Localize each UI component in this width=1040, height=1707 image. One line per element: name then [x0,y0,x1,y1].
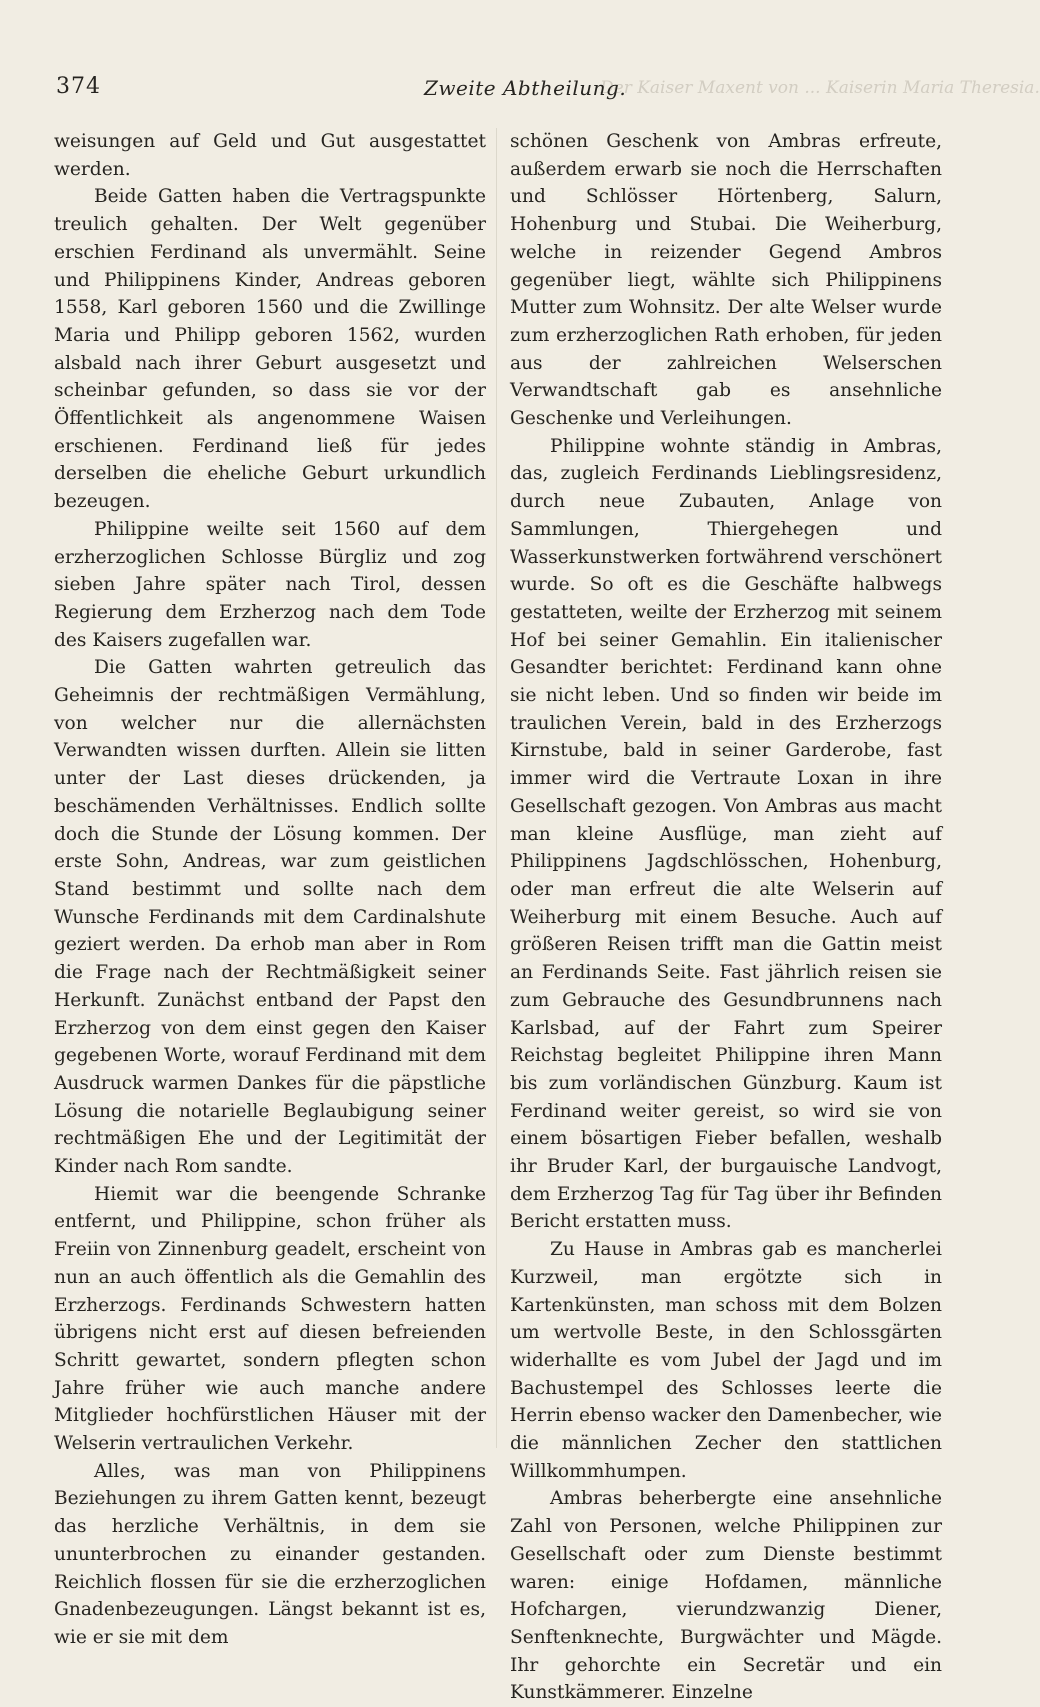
paragraph: Hiemit war die beengende Schranke entfernt, und Philippine, schon früher als Freiin von Zinnenburg geadelt, erscheint von nun an auch öffentlich als die Gemahlin des Erzherzogs. Ferdinands Schwestern hatten übrigens nicht erst auf diesen befreienden Schritt gewartet, sondern pflegten schon Jahre früher wie auch manche andere Mitglieder hochfürstlichen Häuser mit der Welserin vertraulichen Verkehr. [54,1183,486,1455]
column-divider [496,128,497,1448]
paragraph: Die Gatten wahrten getreulich das Geheimnis der rechtmäßigen Vermählung, von welcher nur die allernächsten Verwandten wissen durften. Allein sie litten unter der Last dieses drückenden, ja beschämenden Verhältnisses. Endlich sollte doch die Stunde der Lösung kommen. Der erste Sohn, Andreas, war zum geistlichen Stand bestimmt und sollte nach dem Wunsche Ferdinands mit dem Cardinalshute geziert werden. Da erhob man aber in Rom die Frage nach der Rechtmäßigkeit seiner Herkunft. Zunächst entband der Papst den Erzherzog von dem einst gegen den Kaiser gegebenen Worte, worauf Ferdinand mit dem Ausdruck warmen Dankes für die päpstliche Lösung die notarielle Beglaubigung seiner rechtmäßigen Ehe und der Legitimität der Kinder nach Rom sandte. [54,657,486,1178]
paragraph: Zu Hause in Ambras gab es mancherlei Kurzweil, man ergötzte sich in Kartenkünsten, man schoss mit dem Bolzen um wertvolle Beste, in den Schlossgärten widerhallte es vom Jubel der Jagd und im Bachustempel des Schlosses leerte die Herrin ebenso wacker den Damenbecher, wie die männlichen Zecher den stattlichen Willkommhumpen. [510,1239,942,1482]
right-column [510,128,942,1704]
paragraph: Beide Gatten haben die Vertragspunkte treulich gehalten. Der Welt gegenüber erschien Ferdinand als unvermählt. Seine und Philippinens Kinder, Andreas geboren 1558, Karl geboren 1560 und die Zwillinge Maria und Philipp geboren 1562, wurden alsbald nach ihrer Geburt ausgesetzt und scheinbar gefunden, so dass sie vor der Öffentlichkeit als angenommene Waisen erschienen. Ferdinand ließ für jedes derselben die eheliche Geburt urkundlich bezeugen. [54,186,486,513]
paragraph: Alles, was man von Philippinens Beziehungen zu ihrem Gatten kennt, bezeugt das herzliche Verhältnis, in dem sie ununterbrochen zu einander gestanden. Reichlich flossen für sie die erzherzoglichen Gnadenbezeugungen. Längst bekannt ist es, wie er sie mit dem [54,1460,486,1648]
running-head: Zweite Abtheilung. [424,76,627,100]
bleed-through-text: Der Kaiser Maxent von ... Kaiserin Maria Theresia. [600,78,1040,98]
paragraph: Philippine wohnte ständig in Ambras, das, zugleich Ferdinands Lieblingsresidenz, durch neue Zubauten, Anlage von Sammlungen, Thiergehegen und Wasserkunstwerken fortwährend verschönert wurde. So oft es die Geschäfte halbwegs gestatteten, weilte der Erzherzog mit seinem Hof bei seiner Gemahlin. Ein italienischer Gesandter berichtet: Ferdinand kann ohne sie nicht leben. Und so finden wir beide im traulichen Verein, bald in des Erzherzogs Kirnstube, bald in seiner Garderobe, fast immer wird die Vertraute Loxan in ihre Gesellschaft gezogen. Von Ambras aus macht man kleine Ausflüge, man zieht auf Philippinens Jagdschlösschen, Hohenburg, oder man erfreut die alte Welserin auf Weiherburg mit einem Besuche. Auch auf größeren Reisen trifft man die Gattin meist an Ferdinands Seite. Fast jährlich reisen sie zum Gebrauche des Gesundbrunnens nach Karlsbad, auf der Fahrt zum Speirer Reichstag begleitet Philippine ihren Mann bis zum vorländischen Günzburg. Kaum ist Ferdinand weiter gereist, so wird sie von einem bösartigen Fieber befallen, weshalb ihr Bruder Karl, der burgauische Landvogt, dem Erzherzog Tag für Tag über ihr Befinden Bericht erstatten muss. [510,435,942,1233]
left-column [54,128,486,1648]
paragraph: schönen Geschenk von Ambras erfreute, außerdem erwarb sie noch die Herrschaften und Schlösser Hörtenberg, Salurn, Hohenburg und Stubai. Die Weiherburg, welche in reizender Gegend Ambros gegenüber liegt, wählte sich Philippinens Mutter zum Wohnsitz. Der alte Welser wurde zum erzherzoglichen Rath erhoben, für jeden aus der zahlreichen Welserschen Verwandtschaft gab es ansehnliche Geschenke und Verleihungen. [510,131,942,430]
page-header [56,74,944,104]
paragraph: Philippine weilte seit 1560 auf dem erzherzoglichen Schlosse Bürgliz und zog sieben Jahre später nach Tirol, dessen Regierung dem Erzherzog nach dem Tode des Kaisers zugefallen war. [54,518,486,651]
paragraph: weisungen auf Geld und Gut ausgestattet werden. [54,131,486,180]
paragraph: Ambras beherbergte eine ansehnliche Zahl von Personen, welche Philippinen zur Gesellschaft oder zum Dienste bestimmt waren: einige Hofdamen, männliche Hofchargen, vierundzwanzig Diener, Senftenknechte, Burgwächter und Mägde. Ihr gehorchte ein Secretär und ein Kunstkämmerer. Einzelne [510,1488,942,1704]
page-number: 374 [56,74,101,99]
